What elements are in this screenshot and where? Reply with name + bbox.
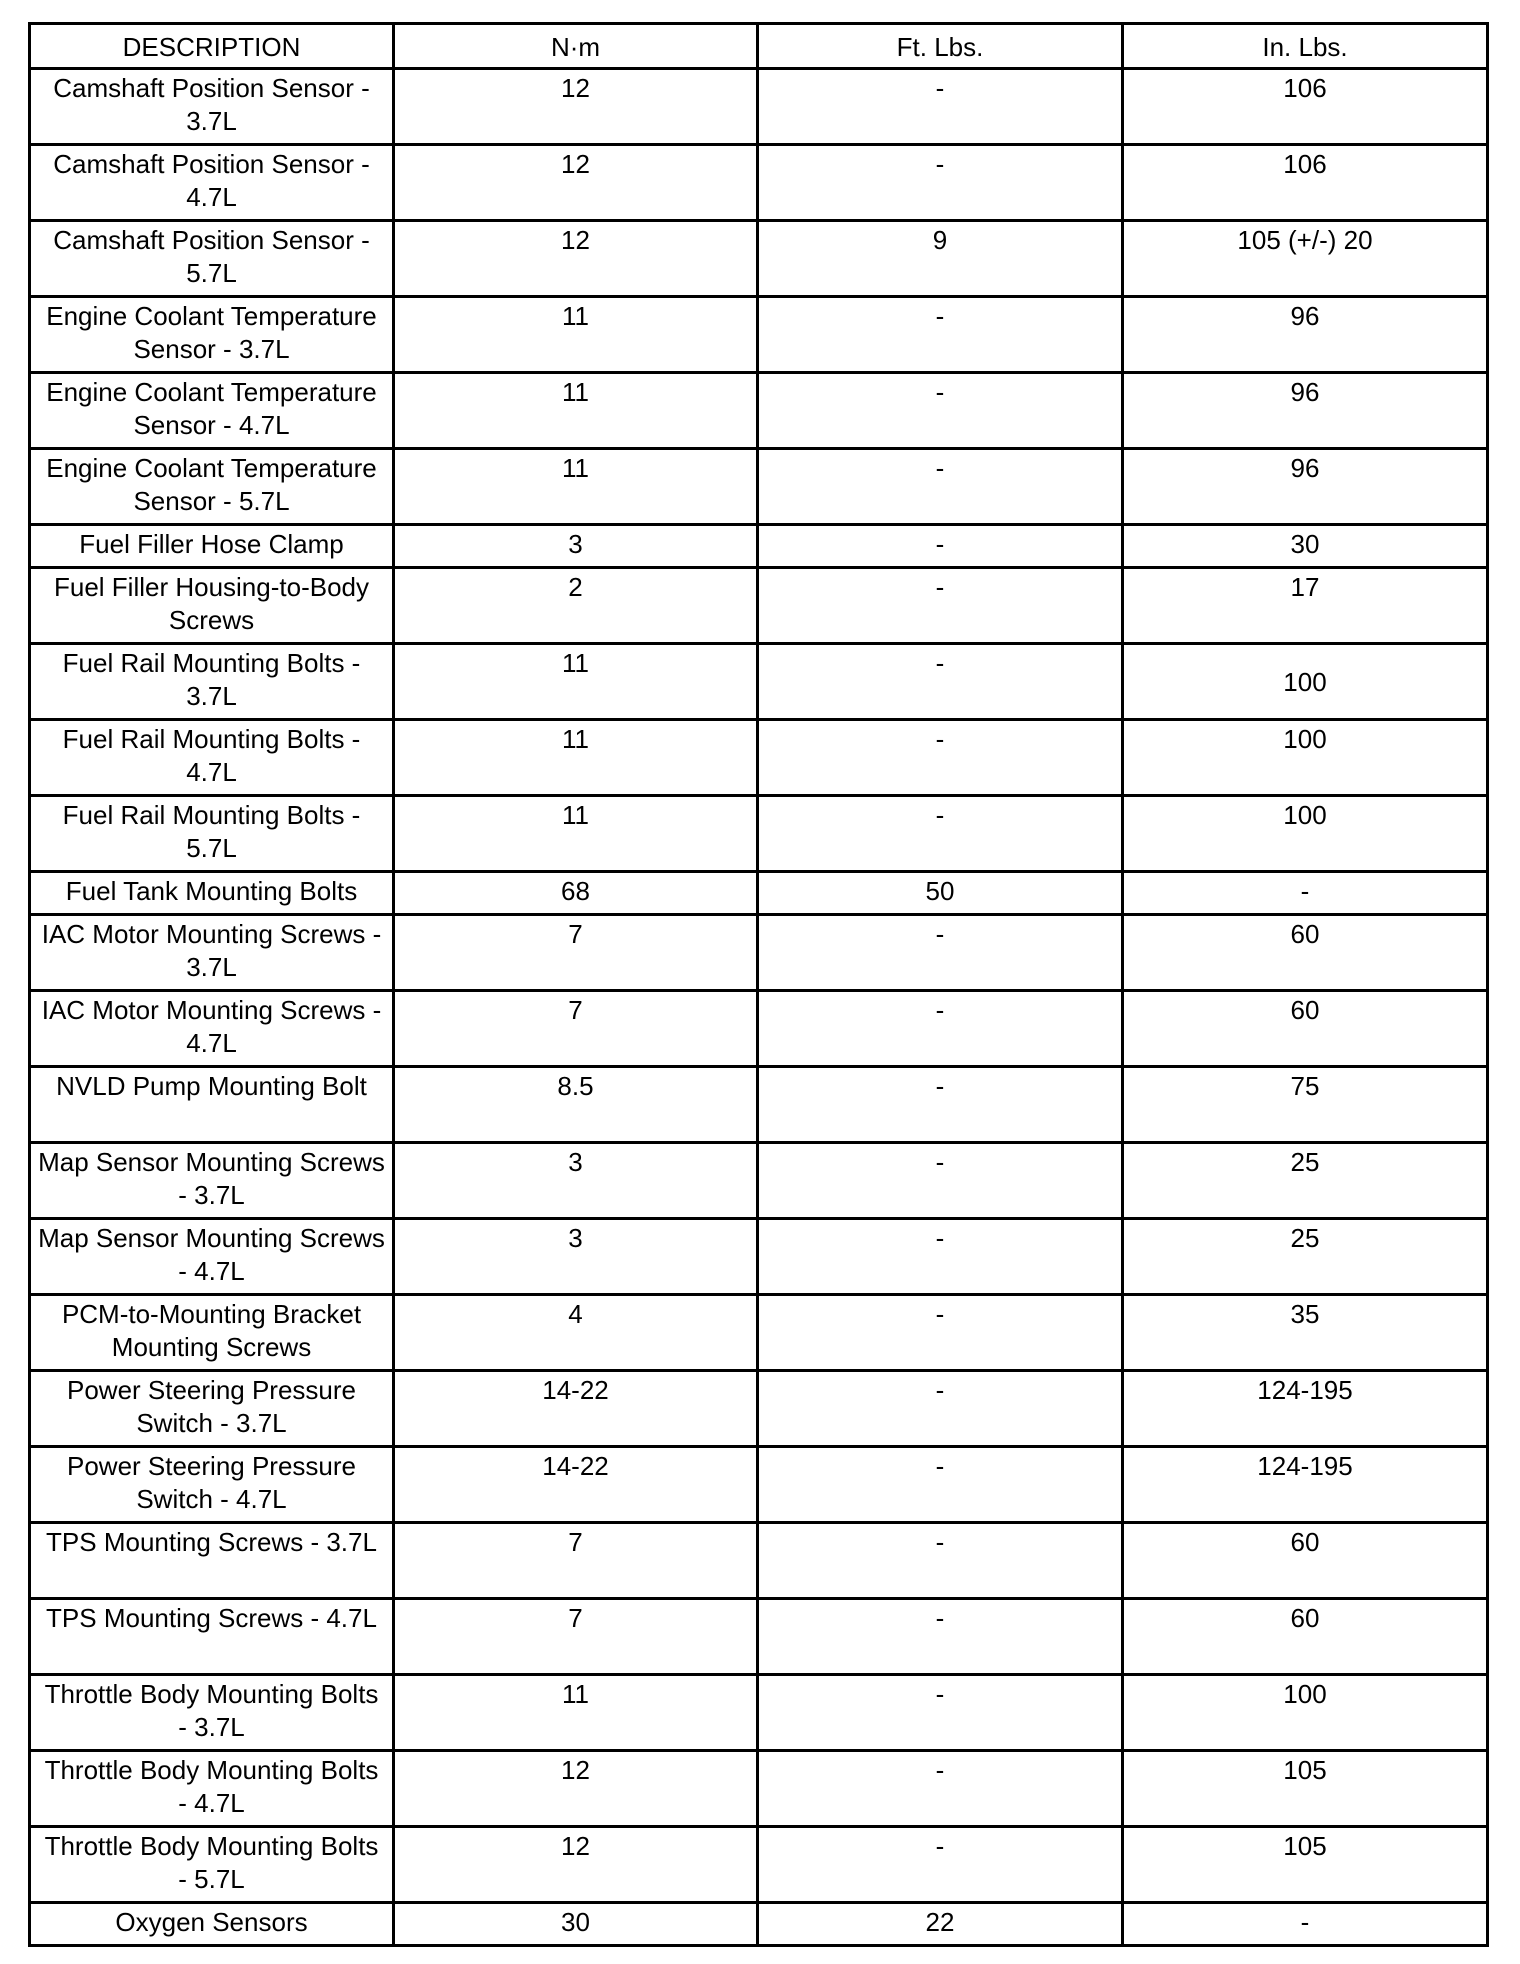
foot-pounds-cell: - <box>758 568 1123 644</box>
column-header-description: DESCRIPTION <box>30 24 394 69</box>
table-row <box>30 1295 1488 1371</box>
table-row <box>30 720 1488 796</box>
foot-pounds-cell: - <box>758 1675 1123 1751</box>
description-cell: Fuel Rail Mounting Bolts - 4.7L <box>30 720 394 796</box>
inch-pounds-cell: 105 (+/-) 20 <box>1123 221 1488 297</box>
inch-pounds-cell: 106 <box>1123 145 1488 221</box>
description-cell: Power Steering Pressure Switch - 3.7L <box>30 1371 394 1447</box>
table-row <box>30 1599 1488 1675</box>
inch-pounds-cell: 75 <box>1123 1067 1488 1143</box>
foot-pounds-cell: - <box>758 1371 1123 1447</box>
description-cell: Fuel Filler Housing-to-Body Screws <box>30 568 394 644</box>
description-cell: Throttle Body Mounting Bolts - 4.7L <box>30 1751 394 1827</box>
description-cell: Engine Coolant Temperature Sensor - 5.7L <box>30 449 394 525</box>
newton-meters-cell: 12 <box>394 221 758 297</box>
description-cell: Camshaft Position Sensor - 5.7L <box>30 221 394 297</box>
description-cell: Engine Coolant Temperature Sensor - 3.7L <box>30 297 394 373</box>
table-row <box>30 1523 1488 1599</box>
foot-pounds-cell: - <box>758 449 1123 525</box>
table-row <box>30 1903 1488 1946</box>
table-row <box>30 145 1488 221</box>
description-cell: PCM-to-Mounting Bracket Mounting Screws <box>30 1295 394 1371</box>
newton-meters-cell: 12 <box>394 69 758 145</box>
table-body <box>30 69 1488 1946</box>
inch-pounds-cell: 100 <box>1123 1675 1488 1751</box>
inch-pounds-cell: 100 <box>1123 644 1488 720</box>
inch-pounds-cell: 96 <box>1123 373 1488 449</box>
description-cell: Throttle Body Mounting Bolts - 5.7L <box>30 1827 394 1903</box>
foot-pounds-cell: 22 <box>758 1903 1123 1946</box>
description-cell: Engine Coolant Temperature Sensor - 4.7L <box>30 373 394 449</box>
description-cell: Fuel Filler Hose Clamp <box>30 525 394 568</box>
inch-pounds-cell: 60 <box>1123 915 1488 991</box>
newton-meters-cell: 30 <box>394 1903 758 1946</box>
table-row <box>30 1371 1488 1447</box>
inch-pounds-cell: - <box>1123 872 1488 915</box>
description-cell: Oxygen Sensors <box>30 1903 394 1946</box>
table-row <box>30 69 1488 145</box>
foot-pounds-cell: - <box>758 1751 1123 1827</box>
description-cell: IAC Motor Mounting Screws - 3.7L <box>30 915 394 991</box>
inch-pounds-cell: 25 <box>1123 1143 1488 1219</box>
foot-pounds-cell: 9 <box>758 221 1123 297</box>
inch-pounds-cell: 30 <box>1123 525 1488 568</box>
table-row <box>30 796 1488 872</box>
foot-pounds-cell: - <box>758 525 1123 568</box>
newton-meters-cell: 7 <box>394 1523 758 1599</box>
foot-pounds-cell: - <box>758 1599 1123 1675</box>
table-row <box>30 1067 1488 1143</box>
table-row <box>30 991 1488 1067</box>
description-cell: Fuel Rail Mounting Bolts - 5.7L <box>30 796 394 872</box>
table-row <box>30 1751 1488 1827</box>
newton-meters-cell: 11 <box>394 1675 758 1751</box>
description-cell: Map Sensor Mounting Screws - 4.7L <box>30 1219 394 1295</box>
description-cell: TPS Mounting Screws - 3.7L <box>30 1523 394 1599</box>
inch-pounds-cell: 96 <box>1123 297 1488 373</box>
description-cell: IAC Motor Mounting Screws - 4.7L <box>30 991 394 1067</box>
table-row <box>30 1447 1488 1523</box>
foot-pounds-cell: - <box>758 1827 1123 1903</box>
inch-pounds-cell: 60 <box>1123 1523 1488 1599</box>
description-cell: Camshaft Position Sensor - 3.7L <box>30 69 394 145</box>
table-row <box>30 872 1488 915</box>
foot-pounds-cell: - <box>758 915 1123 991</box>
newton-meters-cell: 11 <box>394 644 758 720</box>
foot-pounds-cell: 50 <box>758 872 1123 915</box>
foot-pounds-cell: - <box>758 1295 1123 1371</box>
inch-pounds-cell: 96 <box>1123 449 1488 525</box>
inch-pounds-cell: 100 <box>1123 720 1488 796</box>
foot-pounds-cell: - <box>758 1447 1123 1523</box>
newton-meters-cell: 12 <box>394 1827 758 1903</box>
newton-meters-cell: 11 <box>394 720 758 796</box>
newton-meters-cell: 7 <box>394 1599 758 1675</box>
description-cell: Camshaft Position Sensor - 4.7L <box>30 145 394 221</box>
foot-pounds-cell: - <box>758 145 1123 221</box>
table-row <box>30 1675 1488 1751</box>
foot-pounds-cell: - <box>758 1523 1123 1599</box>
description-cell: Power Steering Pressure Switch - 4.7L <box>30 1447 394 1523</box>
foot-pounds-cell: - <box>758 1143 1123 1219</box>
inch-pounds-cell: 35 <box>1123 1295 1488 1371</box>
table-header <box>30 24 1488 69</box>
table-row <box>30 373 1488 449</box>
inch-pounds-cell: 25 <box>1123 1219 1488 1295</box>
newton-meters-cell: 12 <box>394 145 758 221</box>
table-row <box>30 915 1488 991</box>
table-row <box>30 1219 1488 1295</box>
foot-pounds-cell: - <box>758 991 1123 1067</box>
foot-pounds-cell: - <box>758 297 1123 373</box>
inch-pounds-cell: 60 <box>1123 1599 1488 1675</box>
table-row <box>30 1827 1488 1903</box>
header-row <box>30 24 1488 69</box>
newton-meters-cell: 3 <box>394 525 758 568</box>
description-cell: Fuel Tank Mounting Bolts <box>30 872 394 915</box>
foot-pounds-cell: - <box>758 644 1123 720</box>
inch-pounds-cell: 124-195 <box>1123 1447 1488 1523</box>
column-header-foot-pounds: Ft. Lbs. <box>758 24 1123 69</box>
newton-meters-cell: 3 <box>394 1219 758 1295</box>
newton-meters-cell: 11 <box>394 449 758 525</box>
foot-pounds-cell: - <box>758 1219 1123 1295</box>
table-row <box>30 449 1488 525</box>
inch-pounds-cell: - <box>1123 1903 1488 1946</box>
foot-pounds-cell: - <box>758 69 1123 145</box>
newton-meters-cell: 12 <box>394 1751 758 1827</box>
table-row <box>30 1143 1488 1219</box>
inch-pounds-cell: 106 <box>1123 69 1488 145</box>
newton-meters-cell: 14-22 <box>394 1447 758 1523</box>
inch-pounds-cell: 100 <box>1123 796 1488 872</box>
newton-meters-cell: 7 <box>394 915 758 991</box>
column-header-newton-meters: N·m <box>394 24 758 69</box>
table-row <box>30 568 1488 644</box>
description-cell: TPS Mounting Screws - 4.7L <box>30 1599 394 1675</box>
newton-meters-cell: 8.5 <box>394 1067 758 1143</box>
newton-meters-cell: 68 <box>394 872 758 915</box>
newton-meters-cell: 11 <box>394 373 758 449</box>
inch-pounds-cell: 105 <box>1123 1827 1488 1903</box>
table-row <box>30 525 1488 568</box>
newton-meters-cell: 7 <box>394 991 758 1067</box>
description-cell: Throttle Body Mounting Bolts - 3.7L <box>30 1675 394 1751</box>
newton-meters-cell: 3 <box>394 1143 758 1219</box>
description-cell: NVLD Pump Mounting Bolt <box>30 1067 394 1143</box>
foot-pounds-cell: - <box>758 720 1123 796</box>
inch-pounds-cell: 105 <box>1123 1751 1488 1827</box>
foot-pounds-cell: - <box>758 1067 1123 1143</box>
foot-pounds-cell: - <box>758 373 1123 449</box>
foot-pounds-cell: - <box>758 796 1123 872</box>
table-row <box>30 221 1488 297</box>
table-row <box>30 644 1488 720</box>
torque-specifications-table <box>28 22 1489 1947</box>
newton-meters-cell: 2 <box>394 568 758 644</box>
table-row <box>30 297 1488 373</box>
inch-pounds-cell: 60 <box>1123 991 1488 1067</box>
description-cell: Map Sensor Mounting Screws - 3.7L <box>30 1143 394 1219</box>
column-header-inch-pounds: In. Lbs. <box>1123 24 1488 69</box>
newton-meters-cell: 4 <box>394 1295 758 1371</box>
newton-meters-cell: 11 <box>394 297 758 373</box>
description-cell: Fuel Rail Mounting Bolts - 3.7L <box>30 644 394 720</box>
newton-meters-cell: 14-22 <box>394 1371 758 1447</box>
inch-pounds-cell: 17 <box>1123 568 1488 644</box>
newton-meters-cell: 11 <box>394 796 758 872</box>
inch-pounds-cell: 124-195 <box>1123 1371 1488 1447</box>
